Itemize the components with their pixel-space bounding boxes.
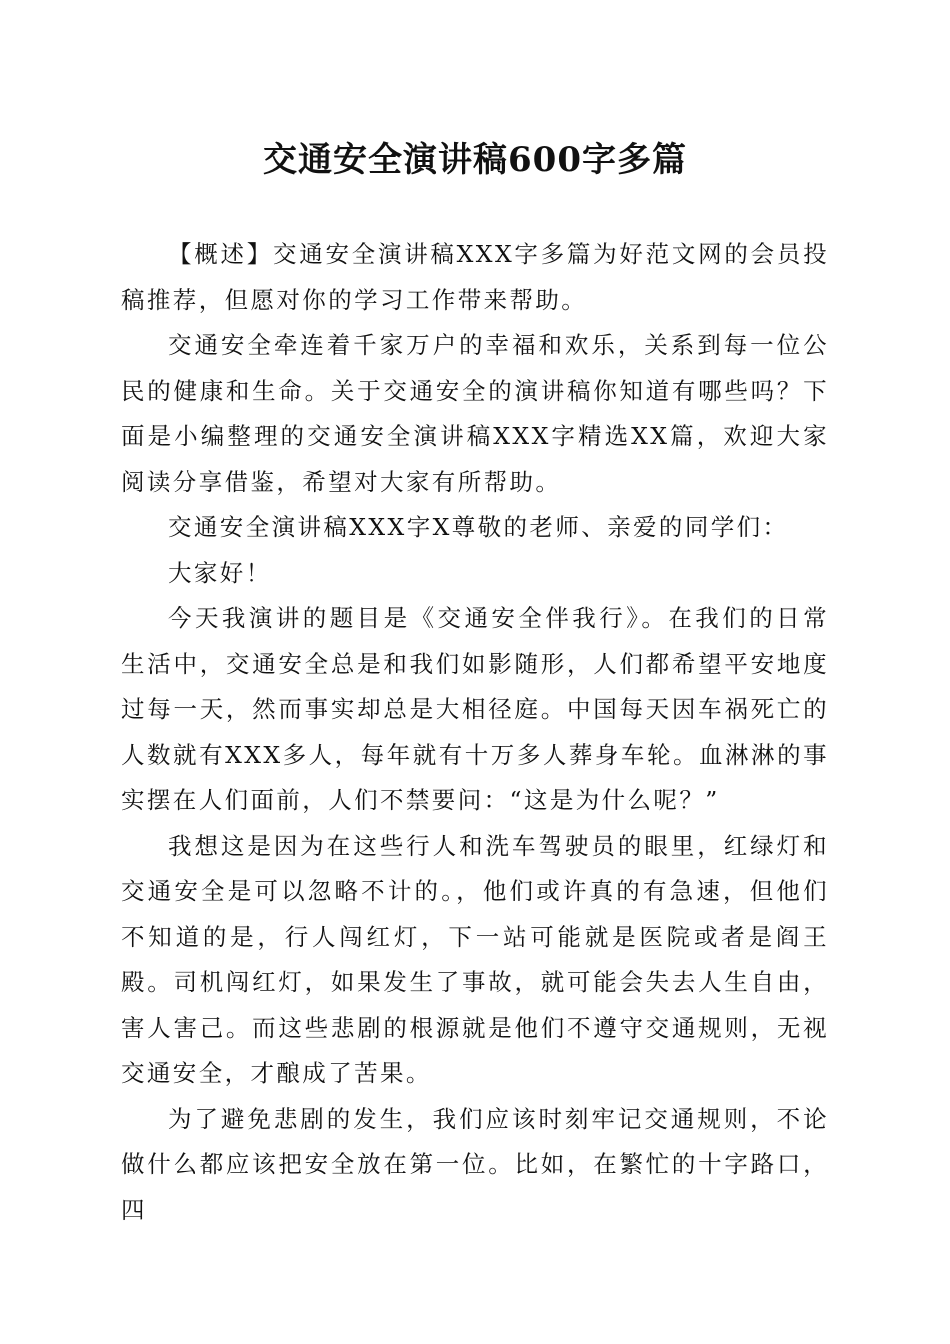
document-body: [121, 232, 829, 1233]
document-title: 交通安全演讲稿600字多篇: [263, 140, 687, 180]
paragraph-greeting: 大家好！: [168, 558, 272, 587]
paragraph-reason: 我想这是因为在这些行人和洗车驾驶员的眼里，红绿灯和交通安全是可以忽略不计的。，他们或许真的有急速，但他们不知道的是，行人闯红灯，下一站可能就是医院或者是阎王殿。司机闯红灯，如果发生了事故，就可能会失去人生自由，害人害己。而这些悲剧的根源就是他们不遵守交通规则，无视交通安全，才酿成了苦果。: [121, 831, 829, 1087]
paragraph-intro: 交通安全牵连着千家万户的幸福和欢乐，关系到每一位公民的健康和生命。关于交通安全的演讲稿你知道有哪些吗？下面是小编整理的交通安全演讲稿XXX字精选XX篇，欢迎大家阅读分享借鉴，希望对大家有所帮助。: [121, 331, 829, 496]
paragraph-topic: 今天我演讲的题目是《交通安全伴我行》。在我们的日常生活中，交通安全总是和我们如影随形，人们都希望平安地度过每一天，然而事实却总是大相径庭。中国每天因车祸死亡的人数就有XXX多人，每年就有十万多人葬身车轮。血淋淋的事实摆在人们面前，人们不禁要问：“这是为什么呢？”: [121, 604, 829, 814]
paragraph-advice: 为了避免悲剧的发生，我们应该时刻牢记交通规则，不论做什么都应该把安全放在第一位。比如，在繁忙的十字路口，四: [121, 1104, 829, 1224]
paragraph-summary: 【概述】交通安全演讲稿XXX字多篇为好范文网的会员投稿推荐，但愿对你的学习工作带来帮助。: [121, 240, 829, 314]
paragraph-salutation: 交通安全演讲稿XXX字X尊敬的老师、亲爱的同学们：: [168, 513, 789, 541]
